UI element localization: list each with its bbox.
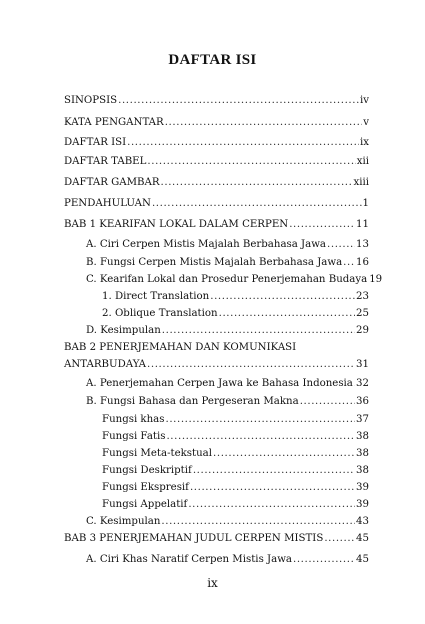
toc-entry-bab1-b: B. Fungsi Cerpen Mistis Majalah Berbahasa Jawa ..... 16 [86,256,369,270]
page-title: DAFTAR ISI [168,52,257,68]
toc-entry-bab1-c1: 1. Direct Translation ..... 23 [102,290,369,304]
page-number: ix [207,576,218,590]
toc-entry-bab1-a: A. Ciri Cerpen Mistis Majalah Berbahasa Jawa ..... 13 [86,238,369,252]
toc-entry-bab1-c: C. Kearifan Lokal dan Prosedur Penerjemahan Budaya 19 [86,274,383,285]
toc-entry-pendahuluan: PENDAHULUAN ..... 1 [64,197,369,211]
toc-entry-bab2: ANTARBUDAYA ..... 31 [64,358,369,372]
toc-entry-fungsi-fatis: Fungsi Fatis ..... 38 [102,430,369,444]
toc-entry-bab2-b: B. Fungsi Bahasa dan Pergeseran Makna ..... 36 [86,395,369,409]
toc-entry-daftar-tabel: DAFTAR TABEL ..... xii [64,155,369,169]
toc-entry-daftar-isi: DAFTAR ISI ..... ix [64,136,369,150]
toc-entry-fungsi-khas: Fungsi khas ..... 37 [102,413,369,427]
toc-entry-fungsi-deskriptif: Fungsi Deskriptif ..... 38 [102,464,369,478]
toc-entry-bab2-c: C. Kesimpulan ..... 43 [86,515,369,529]
toc-entry-fungsi-ekspresif: Fungsi Ekspresif ..... 39 [102,481,369,495]
toc-entry-fungsi-meta-tekstual: Fungsi Meta-tekstual ..... 38 [102,447,369,461]
toc-entry-bab3-a: A. Ciri Khas Naratif Cerpen Mistis Jawa ..... 45 [86,553,369,567]
toc-entry-kata-pengantar: KATA PENGANTAR ..... v [64,116,369,130]
toc-entry-bab2-a: A. Penerjemahan Cerpen Jawa ke Bahasa Indonesia ..... 32 [86,377,369,391]
toc-entry-bab1: BAB 1 KEARIFAN LOKAL DALAM CERPEN ..... 11 [64,218,369,232]
toc-entry-bab1-c2: 2. Oblique Translation ..... 25 [102,307,369,321]
toc-entry-fungsi-appelatif: Fungsi Appelatif ..... 39 [102,498,369,512]
toc-entry-bab1-d: D. Kesimpulan ..... 29 [86,324,369,338]
toc-entry-bab3: BAB 3 PENERJEMAHAN JUDUL CERPEN MISTIS ..... 45 [64,532,369,546]
toc-entry-bab2-line1: BAB 2 PENERJEMAHAN DAN KOMUNIKASI [64,342,297,353]
toc-entry-sinopsis: SINOPSIS ..... iv [64,94,369,108]
toc-entry-daftar-gambar: DAFTAR GAMBAR ..... xiii [64,176,369,190]
